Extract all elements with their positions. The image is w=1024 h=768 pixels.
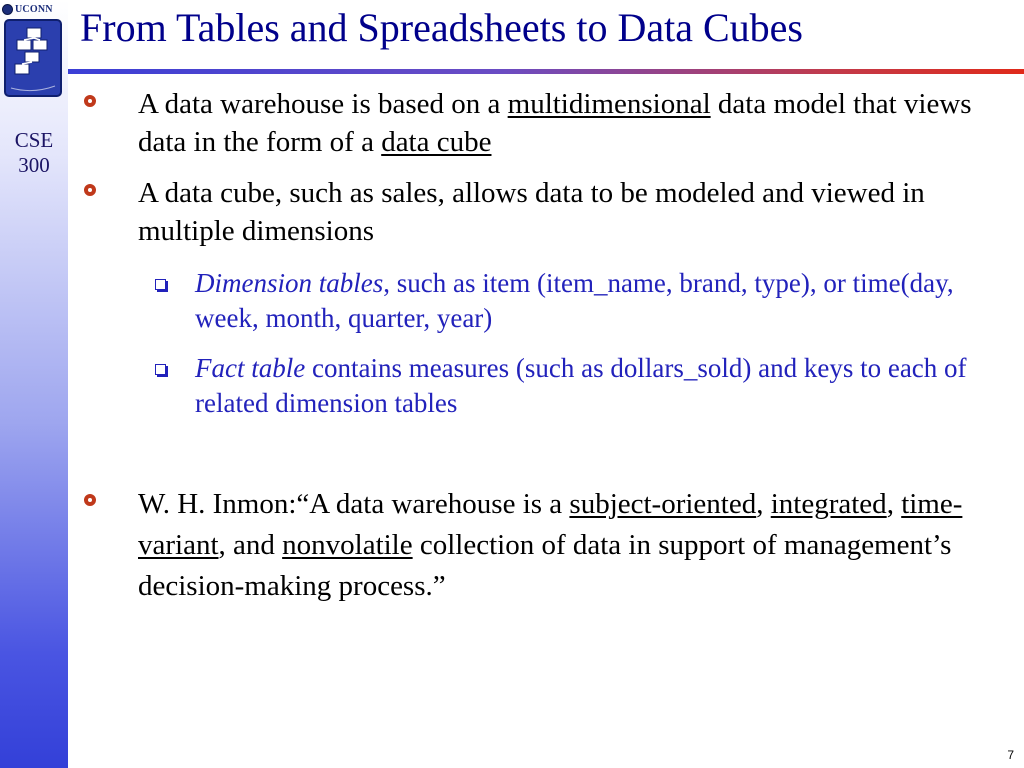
bullet-underlined-term: data cube (381, 126, 492, 158)
course-code-subject: CSE (14, 128, 54, 152)
subbullet-text: contains measures (such as dollars_sold) and keys to each of related dimension tables (195, 353, 967, 418)
circle-bullet-icon (84, 184, 96, 196)
square-bullet-icon (155, 279, 166, 290)
bullet-text: , and (218, 529, 283, 561)
subbullet-1 (195, 266, 1017, 336)
bullet-text: , (886, 488, 902, 520)
circle-bullet-icon (84, 95, 96, 107)
bullet-underlined-term: integrated (770, 488, 887, 520)
bullet-text: data model that views data in the form of a (138, 88, 972, 158)
square-bullet-icon (155, 364, 166, 375)
course-code-number: 300 (18, 153, 50, 177)
bullet-3 (138, 484, 1010, 607)
subbullet-emphasis: Dimension tables (195, 268, 384, 298)
bullet-1 (138, 85, 1010, 161)
subbullet-text: , such as item (item_name, brand, type), or time(day, week, month, quarter, year) (195, 268, 954, 333)
university-name: UCONN (15, 3, 53, 15)
bullet-text: W. H. Inmon:“A data warehouse is a (138, 488, 570, 520)
bullet-text: collection of data in support of management’s decision-making process.” (138, 529, 952, 602)
bullet-text: , (756, 488, 771, 520)
bullet-text: A data cube, such as sales, allows data to be modeled and viewed in multiple dimensions (138, 177, 925, 247)
subbullet-emphasis: Fact table (195, 353, 306, 383)
slide-number: 7 (1007, 748, 1014, 762)
bullet-2 (138, 174, 1010, 250)
circle-bullet-icon (84, 494, 96, 506)
bullet-text: A data warehouse is based on a (138, 88, 508, 120)
slide-title: From Tables and Spreadsheets to Data Cubes (80, 5, 803, 50)
bullet-underlined-term: multidimensional (507, 88, 711, 120)
subbullet-2 (195, 351, 1017, 421)
bullet-underlined-term: nonvolatile (282, 529, 413, 561)
bullet-underlined-term: time-variant (138, 488, 963, 561)
bullet-underlined-term: subject-oriented (569, 488, 757, 520)
